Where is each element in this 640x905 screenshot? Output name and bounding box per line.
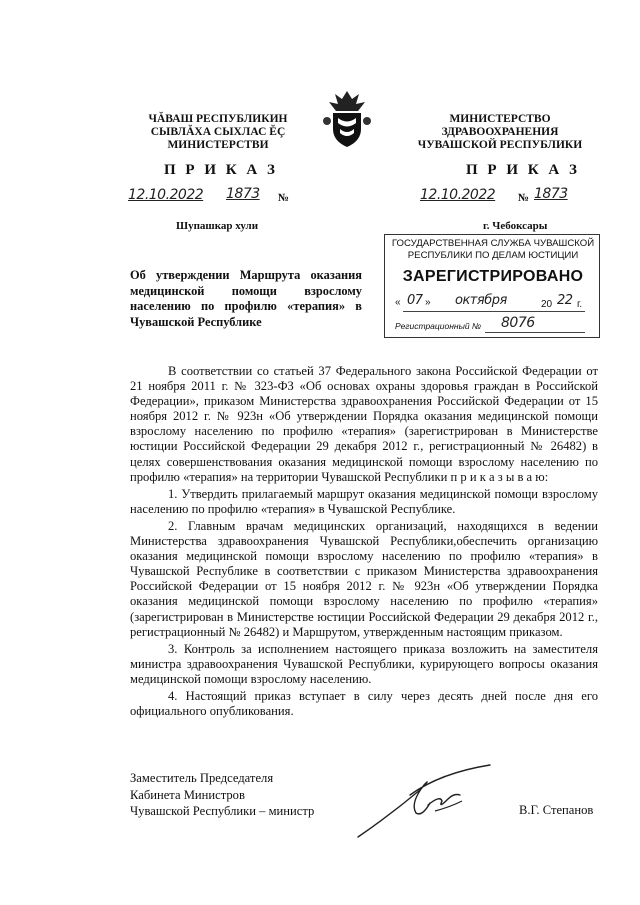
right-order-date: 12.10.2022 (420, 187, 496, 203)
left-order-number: 1873 (226, 186, 260, 202)
stamp-year-prefix: 20 (541, 299, 553, 310)
order-item: 4. Настоящий приказ вступает в силу через десять дней после дня его официального опубликования. (130, 688, 598, 719)
right-prikaz-label: П Р И К А З (466, 162, 580, 178)
registration-stamp (384, 234, 600, 338)
right-header (400, 113, 600, 152)
signatory-position (130, 770, 314, 820)
right-number-sign: № (518, 192, 530, 204)
left-place: Шупашкар хули (176, 220, 259, 232)
left-header-line: ЧĂВАШ РЕСПУБЛИКИН (148, 113, 288, 125)
signatory-name: В.Г. Степанов (519, 803, 594, 817)
order-item: 3. Контроль за исполнением настоящего приказа возложить на заместителя министра здравоохранения Чувашской Республики, курирующего вопросы оказания медицинской помощи взрослому населению. (130, 641, 598, 686)
signatory-line: Заместитель Председателя (130, 771, 274, 785)
stamp-registered: ЗАРЕГИСТРИРОВАНО (402, 268, 584, 285)
stamp-month: октября (455, 293, 507, 308)
coat-of-arms-icon (322, 85, 372, 149)
stamp-date-row: « 07 » октября 20 22 г. (395, 293, 595, 315)
left-header (118, 113, 318, 152)
stamp-reg-number: 8076 (501, 315, 535, 331)
stamp-day: 07 (407, 293, 423, 308)
right-header-line: МИНИСТЕРСТВО (449, 113, 551, 125)
left-order-date: 12.10.2022 (128, 187, 204, 203)
document-body (130, 364, 598, 719)
stamp-reg-label: Регистрационный № (395, 321, 482, 331)
right-header-line: ЧУВАШСКОЙ РЕСПУБЛИКИ (417, 139, 583, 151)
stamp-line: ГОСУДАРСТВЕННАЯ СЛУЖБА ЧУВАШСКОЙ (391, 238, 595, 249)
right-order-number: 1873 (534, 186, 568, 202)
right-place: г. Чебоксары (483, 220, 548, 232)
handwritten-signature (350, 755, 500, 845)
stamp-line: РЕСПУБЛИКИ ПО ДЕЛАМ ЮСТИЦИИ (407, 250, 579, 261)
order-item: 2. Главным врачам медицинских организаций, находящихся в ведении Министерства здравоохранения Чувашской Республики,обеспечить организацию оказания медицинской помощи взрослому населению по профилю «терапия» в Чувашской Республике в соответствии с приказом Министерства здравоохранения Российской Федерации от 15 ноября 2012 г. № 923н «Об утверждении Порядка оказания медицинской помощи взрослому населению по профилю «терапия» (зарегистрирован в Министерстве юстиции Российской Федерации 29 декабря 2012 г., регистрационный № 26482) и Маршрутом, утвержденным настоящим приказом. (130, 518, 598, 639)
left-header-line: МИНИСТЕРСТВИ (167, 139, 269, 151)
stamp-year-unit: г. (577, 299, 583, 310)
order-item: 1. Утвердить прилагаемый маршрут оказания медицинской помощи взрослому населению по профилю «терапия» в Чувашской Республике. (130, 486, 598, 516)
left-header-line: СЫВЛĂХА СЫХЛАС ĔÇ (150, 126, 286, 138)
signatory-line: Кабинета Министров (130, 787, 245, 802)
document-title: Об утверждении Маршрута оказания медицинской помощи взрослому населению по профилю «терапия» в Чувашской Республике (130, 268, 362, 329)
left-number-sign: № (278, 192, 290, 204)
signatory-line: Чувашской Республики – министр (130, 804, 315, 818)
preamble-paragraph: В соответствии со статьей 37 Федерального закона Российской Федерации от 21 ноября 2011 г. № 323-ФЗ «Об основах охраны здоровья граждан в Российской Федерации», приказом Министерства здравоохранения Российской Федерации от 15 ноября 2012 г. № 923н «Об утверждении Порядка оказания медицинской помощи взрослому населению по профилю «терапия» (зарегистрирован в Министерстве юстиции Российской Федерации 29 декабря 2012 г., регистрационный № 26482) в целях совершенствования оказания медицинской помощи взрослому населению по профилю «терапия» на территории Чувашской Республики п р и к а з ы в а ю: (130, 364, 598, 484)
left-prikaz-label: П Р И К А З (164, 162, 278, 178)
stamp-year-suffix: 22 (557, 293, 573, 308)
right-header-line: ЗДРАВООХРАНЕНИЯ (441, 126, 559, 138)
